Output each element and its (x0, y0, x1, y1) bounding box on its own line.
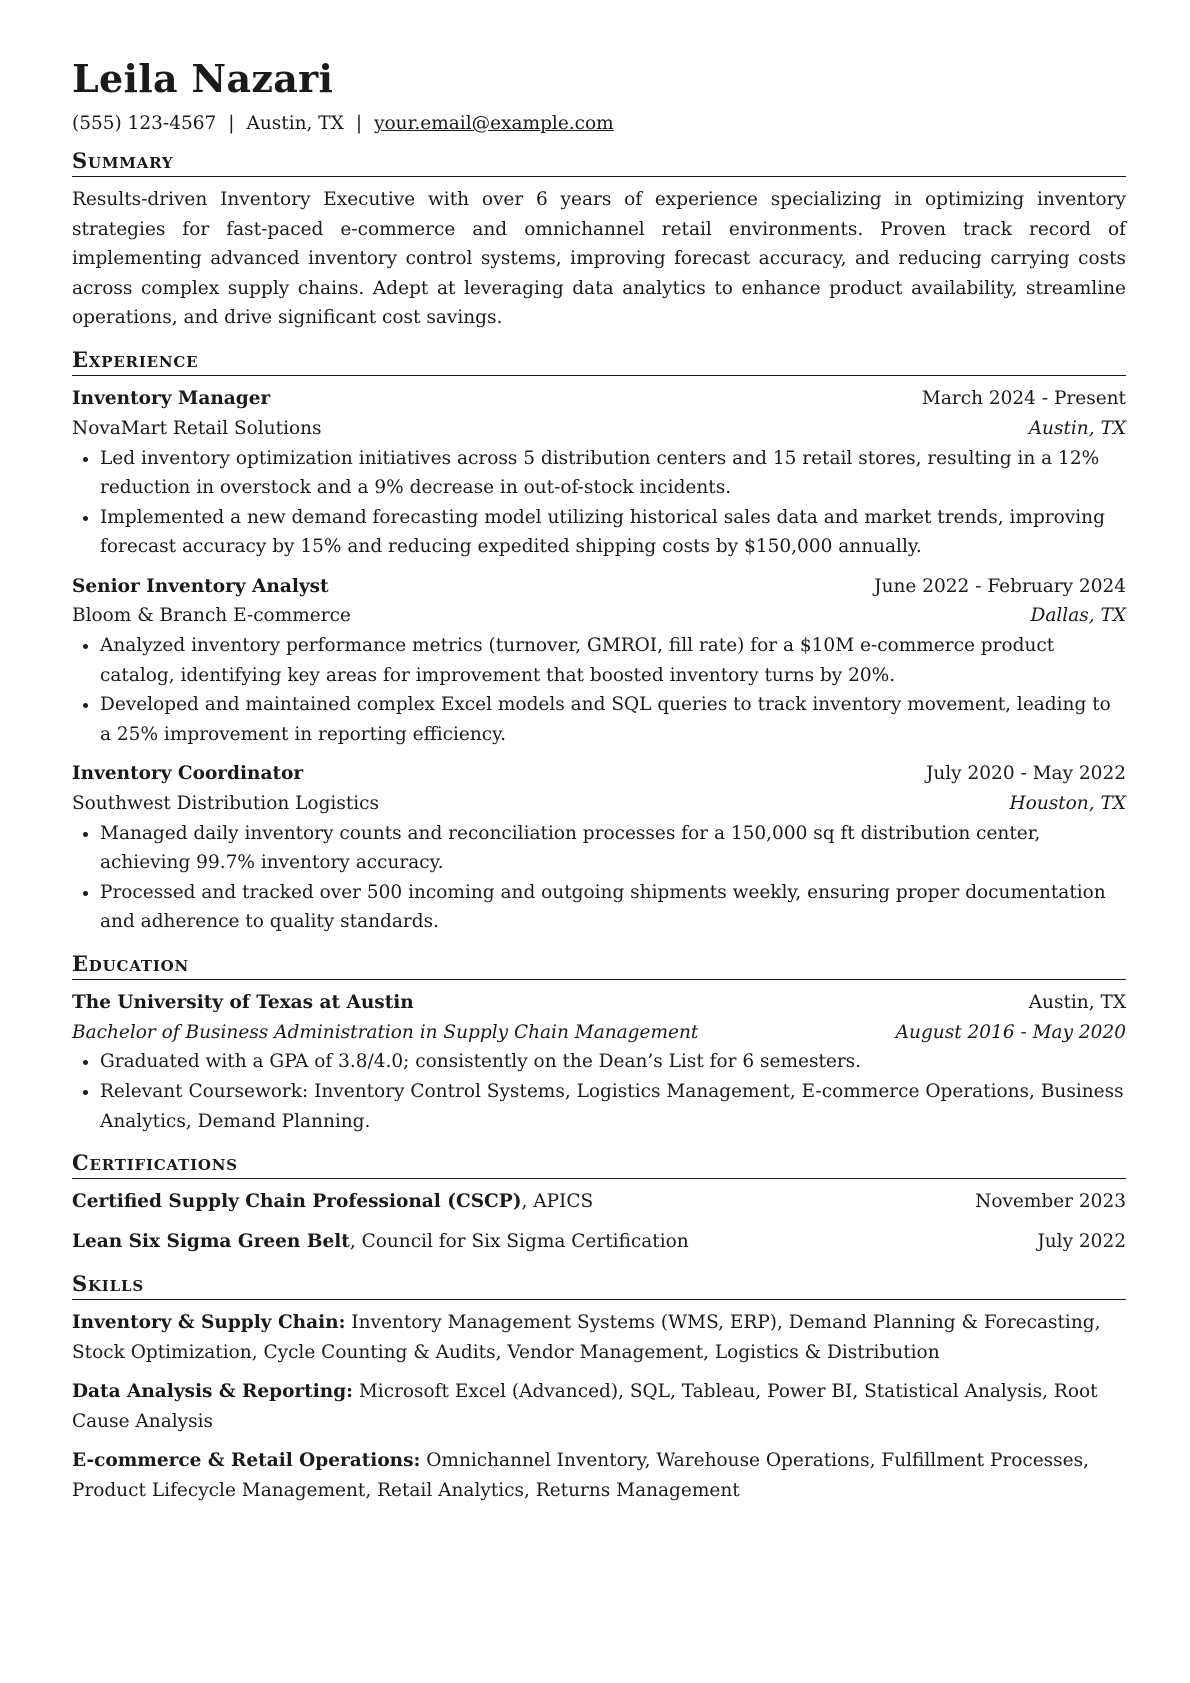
skill-group (72, 1377, 1126, 1436)
bullet-item: • Graduated with a GPA of 3.8/4.0; consistently on the Dean’s List for 6 semesters. (100, 1047, 1126, 1077)
job-dates: March 2024 - Present (921, 388, 1126, 410)
bullet-item: • Relevant Coursework: Inventory Control Systems, Logistics Management, E-commerce Operations, Business Analytics, Demand Planning. (100, 1077, 1126, 1136)
email-link[interactable]: your.email@example.com (374, 112, 614, 134)
job-dates: July 2020 - May 2022 (925, 763, 1126, 785)
resume-page (72, 58, 1126, 1519)
job-company: Southwest Distribution Logistics (72, 793, 380, 815)
certification-entry (72, 1187, 1126, 1217)
job-bullets (72, 631, 1126, 749)
job-bullets (72, 444, 1126, 562)
skill-group-items: Inventory Management Systems (WMS, ERP), Demand Planning & Forecasting, Stock Optimization, Cycle Counting & Audits, Vendor Management, Logistics & Distribution (72, 1311, 1101, 1363)
job-company: NovaMart Retail Solutions (72, 417, 322, 439)
section-heading: Experience (72, 347, 1126, 376)
bullet-item: • Managed daily inventory counts and reconciliation processes for a 150,000 sq ft distribution center, achieving 99.7% inventory accuracy. (100, 819, 1126, 878)
bullet-item: • Processed and tracked over 500 incoming and outgoing shipments weekly, ensuring proper documentation and adherence to quality standards. (100, 878, 1126, 937)
contact-separator: | (228, 112, 235, 134)
skill-group (72, 1446, 1126, 1505)
job-role: Inventory Coordinator (72, 763, 304, 785)
certification-date: November 2023 (975, 1191, 1126, 1213)
bullet-item: • Analyzed inventory performance metrics (turnover, GMROI, fill rate) for a $10M e-commerce product catalog, identifying key areas for improvement that boosted inventory turns by 20%. (100, 631, 1126, 690)
skills-section (72, 1271, 1126, 1506)
certification-name: Lean Six Sigma Green Belt (72, 1231, 350, 1253)
school-location: Austin, TX (1028, 992, 1126, 1014)
job-role: Senior Inventory Analyst (72, 575, 329, 597)
certification-name: Certified Supply Chain Professional (CSCP) (72, 1191, 522, 1213)
education-dates: August 2016 - May 2020 (895, 1021, 1126, 1043)
education-section (72, 951, 1126, 1136)
bullet-item: • Implemented a new demand forecasting model utilizing historical sales data and market trends, improving forecast accuracy by 15% and reducing expedited shipping costs by $150,000 annually. (100, 503, 1126, 562)
skill-group-items: Omnichannel Inventory, Warehouse Operations, Fulfillment Processes, Product Lifecycle Management, Retail Analytics, Returns Management (72, 1450, 1089, 1501)
bullet-item: • Developed and maintained complex Excel models and SQL queries to track inventory movement, leading to a 25% improvement in reporting efficiency. (100, 690, 1126, 749)
job-location: Dallas, TX (1030, 605, 1126, 627)
job-location: Houston, TX (1009, 793, 1126, 815)
skill-group-label: E-commerce & Retail Operations: (72, 1450, 421, 1472)
contact-line (72, 112, 1126, 136)
contact-separator: | (355, 112, 363, 134)
education-bullets (72, 1047, 1126, 1136)
job-location: Austin, TX (1028, 417, 1126, 439)
summary-text: Results-driven Inventory Executive with over 6 years of experience specializing in optimizing inventory strategies for fast-paced e-commerce and omnichannel retail environments. Proven track record of implementing advanced inventory control systems, improving forecast accuracy, and reducing carrying costs across complex supply chains. Adept at leveraging data analytics to enhance product availability, streamline operations, and drive significant cost savings. (72, 189, 1126, 329)
section-heading: Skills (72, 1271, 1126, 1300)
section-heading: Certifications (72, 1150, 1126, 1179)
certifications-section (72, 1150, 1126, 1256)
candidate-name: Leila Nazari (72, 56, 334, 101)
certification-date: July 2022 (1037, 1231, 1126, 1253)
phone-number: (555) 123-4567 (72, 112, 217, 134)
section-heading: Summary (72, 148, 1126, 177)
section-heading: Education (72, 951, 1126, 980)
job-entry (72, 384, 1126, 562)
skill-group-label: Inventory & Supply Chain: (72, 1311, 346, 1333)
skill-group-label: Data Analysis & Reporting: (72, 1381, 353, 1403)
degree-name: Bachelor of Business Administration in Supply Chain Management (72, 1021, 699, 1043)
job-role: Inventory Manager (72, 388, 271, 410)
job-entry (72, 572, 1126, 750)
job-entry (72, 759, 1126, 937)
location-text: Austin, TX (246, 112, 344, 134)
certification-issuer: , Council for Six Sigma Certification (349, 1231, 689, 1253)
certification-entry (72, 1227, 1126, 1257)
experience-section (72, 347, 1126, 937)
bullet-item: • Led inventory optimization initiatives across 5 distribution centers and 15 retail stores, resulting in a 12% reduction in overstock and a 9% decrease in out-of-stock incidents. (100, 444, 1126, 503)
job-company: Bloom & Branch E-commerce (72, 605, 351, 627)
skill-group-items: Microsoft Excel (Advanced), SQL, Tableau, Power BI, Statistical Analysis, Root Cause Analysis (72, 1381, 1098, 1432)
school-name: The University of Texas at Austin (72, 992, 414, 1014)
job-bullets (72, 819, 1126, 937)
skill-group (72, 1308, 1126, 1367)
certification-issuer: , APICS (521, 1191, 594, 1213)
summary-section (72, 148, 1126, 333)
job-dates: June 2022 - February 2024 (874, 575, 1126, 597)
